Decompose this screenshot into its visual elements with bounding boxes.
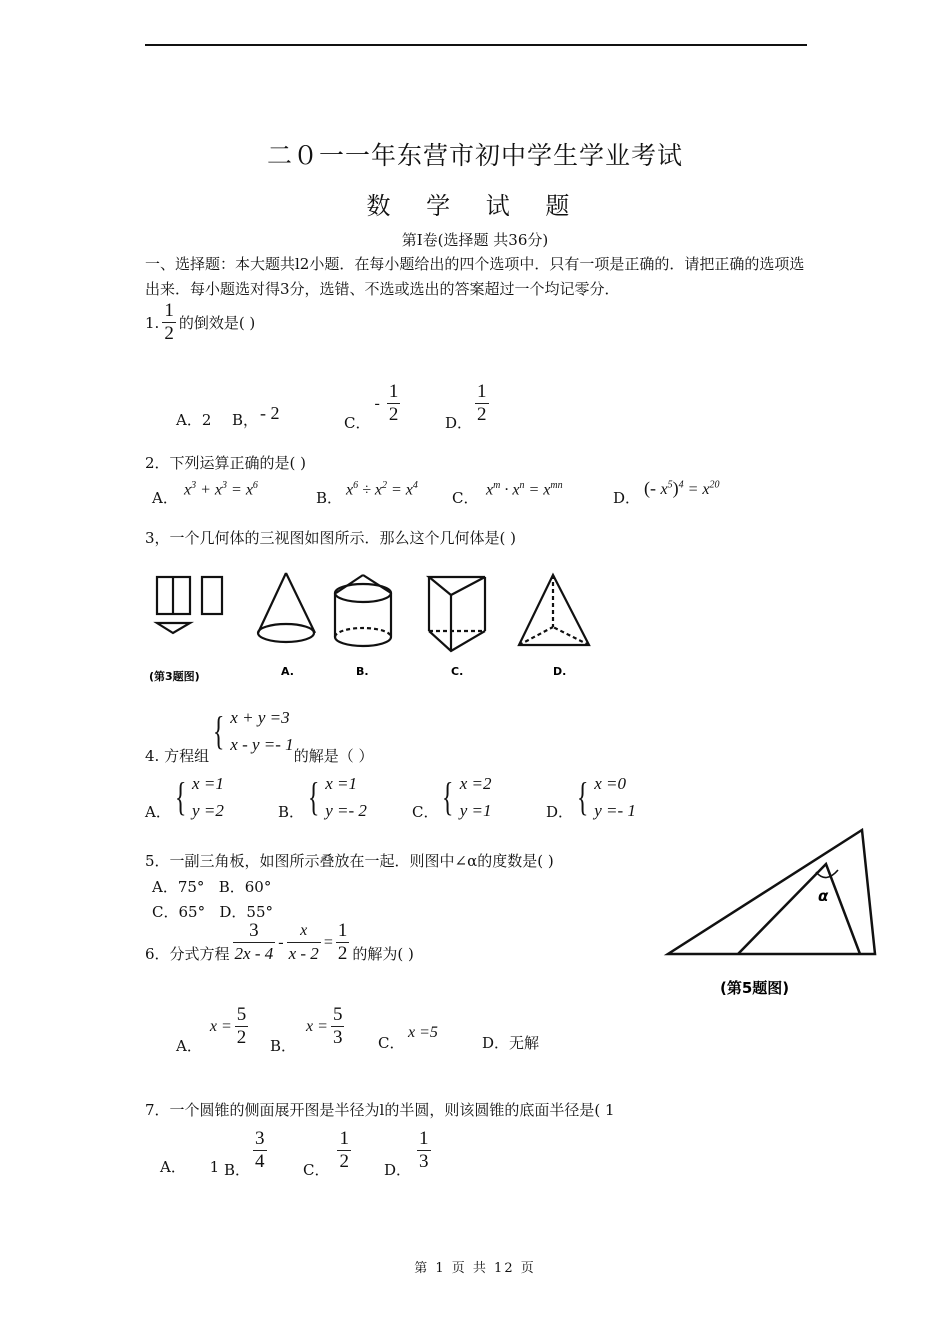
page-footer: 第 1 页 共 12 页: [414, 1261, 536, 1276]
q5-options-line1: A．75° B．60°: [152, 878, 272, 896]
q6-fraction-2: $\frac{x}{x - 2}$: [288, 922, 319, 963]
exam-subtitle: 数 学 试 题: [366, 192, 584, 220]
top-rule: [145, 44, 807, 46]
q6-option-d: D．无解: [482, 1034, 540, 1052]
question-1: [145, 300, 255, 345]
q3-figure: [145, 565, 605, 690]
q2-option-d-expr: (- $x^5)^4 = x^{20}$: [644, 478, 720, 498]
q4-option-a: A． { x =1 y =2: [145, 774, 224, 821]
q6-option-c: C．: [378, 1034, 405, 1052]
q2-option-b-expr: $x^6 \div x^2 = x^4$: [346, 480, 418, 499]
volume-heading: 第Ⅰ卷(选择题 共36分): [401, 231, 549, 249]
q6-option-b: B． x = $\frac{5}{3}$: [270, 1004, 343, 1055]
q7-option-b: B． $\frac{3}{4}$: [224, 1128, 265, 1179]
q4-option-b: B． { x =1 y =- 2: [278, 774, 367, 821]
q6-option-c-value: x =5: [408, 1024, 438, 1041]
q3-label-a: A.: [281, 665, 294, 678]
q2-option-d: D．: [613, 489, 641, 507]
q7-option-d: D． $\frac{1}{3}$: [384, 1128, 429, 1179]
q5-options-line2: C．65° D．55°: [152, 903, 273, 921]
q6-fraction-3: $\frac{1}{2}$: [337, 920, 348, 964]
q3-label-b: B.: [356, 665, 369, 678]
side-view: [202, 577, 222, 614]
q2-option-b: B．: [316, 489, 343, 507]
top-view: [157, 623, 190, 633]
q2-stem: 2．下列运算正确的是( ): [145, 454, 307, 472]
q2-option-a: A．: [152, 489, 178, 507]
q1-option-b-value: - 2: [260, 403, 280, 423]
q3-caption: (第3题图): [149, 670, 200, 683]
q4-option-d: D． { x =0 y =- 1: [546, 774, 636, 821]
q5-alpha: α: [818, 887, 829, 905]
question-4: 4. 方程组 { x + y =3 x - y =- 1 的解是（ ）: [145, 695, 373, 766]
q1-number: 1.: [145, 313, 160, 332]
q5-caption: (第5题图): [720, 979, 790, 997]
q1-option-b: B，: [232, 411, 259, 429]
q5-figure: [660, 822, 890, 1007]
triangle-large: [668, 830, 875, 954]
q1-option-a: A．2: [176, 411, 212, 429]
q2-option-c: C．: [452, 489, 479, 507]
q1-option-d: D． $\frac{1}{2}$: [445, 381, 487, 432]
q1-stem: 的倒效是( ): [178, 314, 256, 332]
q3-label-d: D.: [553, 665, 567, 678]
q5-stem: 5．一副三角板，如图所示叠放在一起．则图中∠α的度数是( ): [145, 852, 554, 870]
question-6: 6．分式方程 $\frac{3}{2x - 4}$ - $\frac{x}{x - 2}$ = $\frac{1}{2}$ 的解为( ): [145, 920, 414, 964]
q3-stem: 3，一个几何体的三视图如图所示．那么这个几何体是( ): [145, 529, 517, 547]
q3-label-c: C.: [451, 665, 464, 678]
q6-fraction-1: $\frac{3}{2x - 4}$: [234, 920, 274, 963]
section-intro: 一、选择题：本大题共l2小题．在每小题给出的四个选项中．只有一项是正确的．请把正确的选项选出来．每小题选对得3分，选错、不选或选出的答案超过一个均记零分．: [145, 255, 805, 298]
q4-system: { x + y =3 x - y =- 1: [212, 707, 294, 754]
triangle-inner: [738, 864, 860, 954]
q4-option-c: C． { x =2 y =1: [412, 774, 492, 821]
prism-c: [429, 577, 485, 595]
q6-option-a: A． x = $\frac{5}{2}$: [176, 1004, 247, 1055]
q7-stem: 7．一个圆锥的侧面展开图是半径为l的半圆，则该圆锥的底面半径是( 1: [145, 1101, 615, 1119]
q1-option-c: C． - $\frac{1}{2}$: [344, 381, 399, 432]
q2-option-c-expr: $x^m \cdot x^n = x^{mn}$: [486, 480, 563, 499]
q7-option-a: A． 1: [160, 1158, 220, 1176]
q1-fraction: $\frac{1}{2}$: [164, 300, 174, 344]
q7-option-c: C． $\frac{1}{2}$: [303, 1128, 349, 1179]
q2-option-a-expr: $x^3 + x^3 = x^6$: [184, 480, 258, 499]
exam-title: 二０一一年东营市初中学生学业考试: [266, 141, 683, 170]
